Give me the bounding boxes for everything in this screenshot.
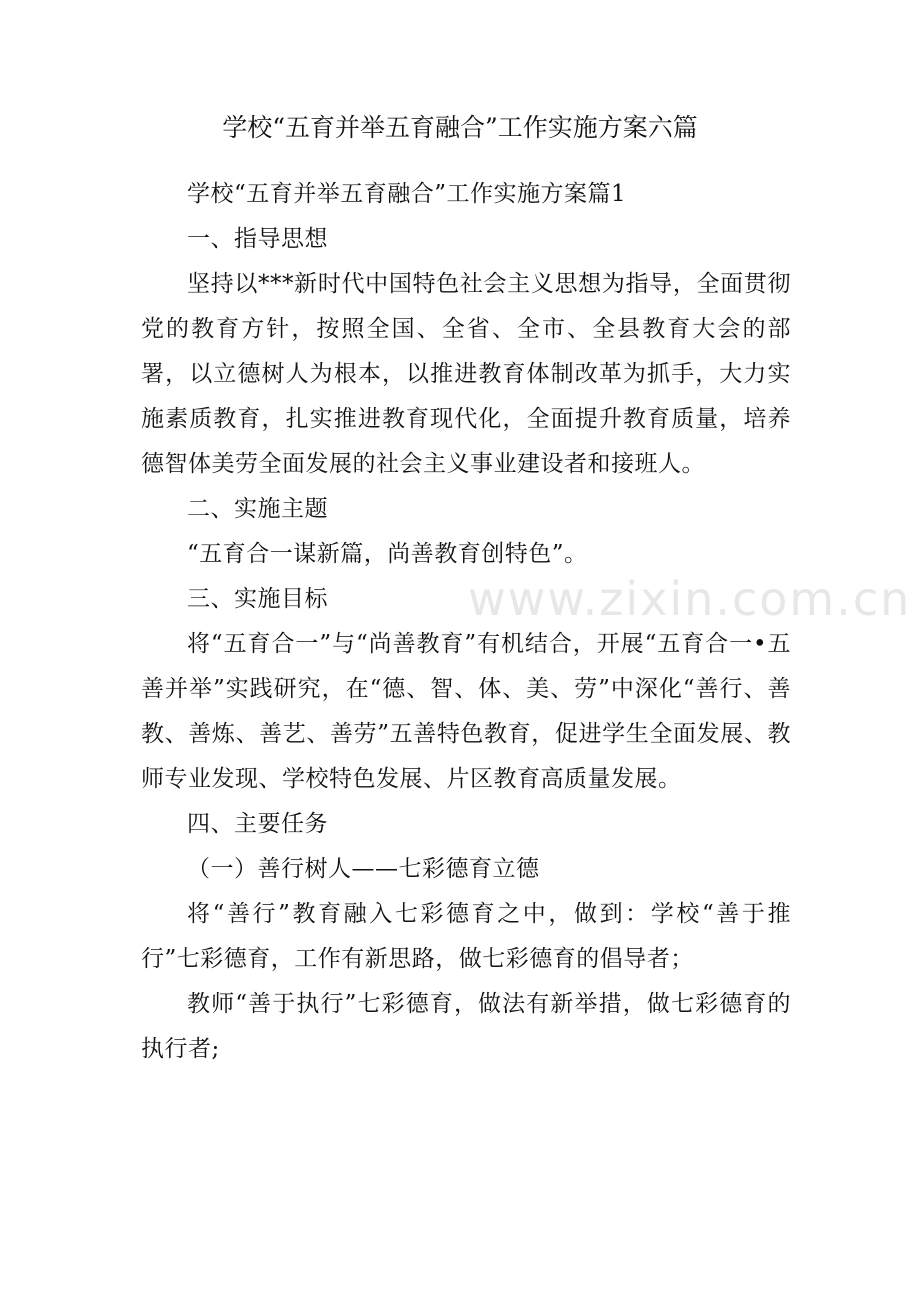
document-body xyxy=(141,172,791,1072)
document-title: 学校“五育并举五育融合”工作实施方案六篇 xyxy=(222,113,698,142)
paragraph-guiding-ideology: 坚持以***新时代中国特色社会主义思想为指导，全面贯彻党的教育方针，按照全国、全省、全市、全县教育大会的部署，以立德树人为根本，以推进教育体制改革为抓手，大力实施素质教育，扎实推进教育现代化，全面提升教育质量，培养德智体美劳全面发展的社会主义事业建设者和接班人。 xyxy=(141,271,791,477)
paragraph-task-1-teacher: 教师“善于执行”七彩德育，做法有新举措，做七彩德育的执行者; xyxy=(141,991,791,1062)
paragraph-implementation-goals: 将“五育合一”与“尚善教育”有机结合，开展“五育合一•五善并举”实践研究，在“德、智、体、美、劳”中深化“善行、善教、善炼、善艺、善劳”五善特色教育，促进学生全面发展、教师专业发现、学校特色发展、片区教育高质量发展。 xyxy=(141,631,791,792)
heading-guiding-ideology: 一、指导思想 xyxy=(187,226,328,252)
heading-implementation-goals: 三、实施目标 xyxy=(187,586,328,612)
subheading-task-1: （一）善行树人——七彩德育立德 xyxy=(187,856,540,882)
paragraph-implementation-theme: “五育合一谋新篇，尚善教育创特色”。 xyxy=(187,541,588,567)
heading-implementation-theme: 二、实施主题 xyxy=(187,496,328,522)
heading-main-tasks: 四、主要任务 xyxy=(187,811,328,837)
section-title: 学校“五育并举五育融合”工作实施方案篇1 xyxy=(187,181,627,207)
paragraph-task-1-school: 将“善行”教育融入七彩德育之中，做到：学校“善于推行”七彩德育，工作有新思路，做七彩德育的倡导者； xyxy=(141,901,791,972)
watermark: www.zixin.com.cn xyxy=(468,572,912,626)
